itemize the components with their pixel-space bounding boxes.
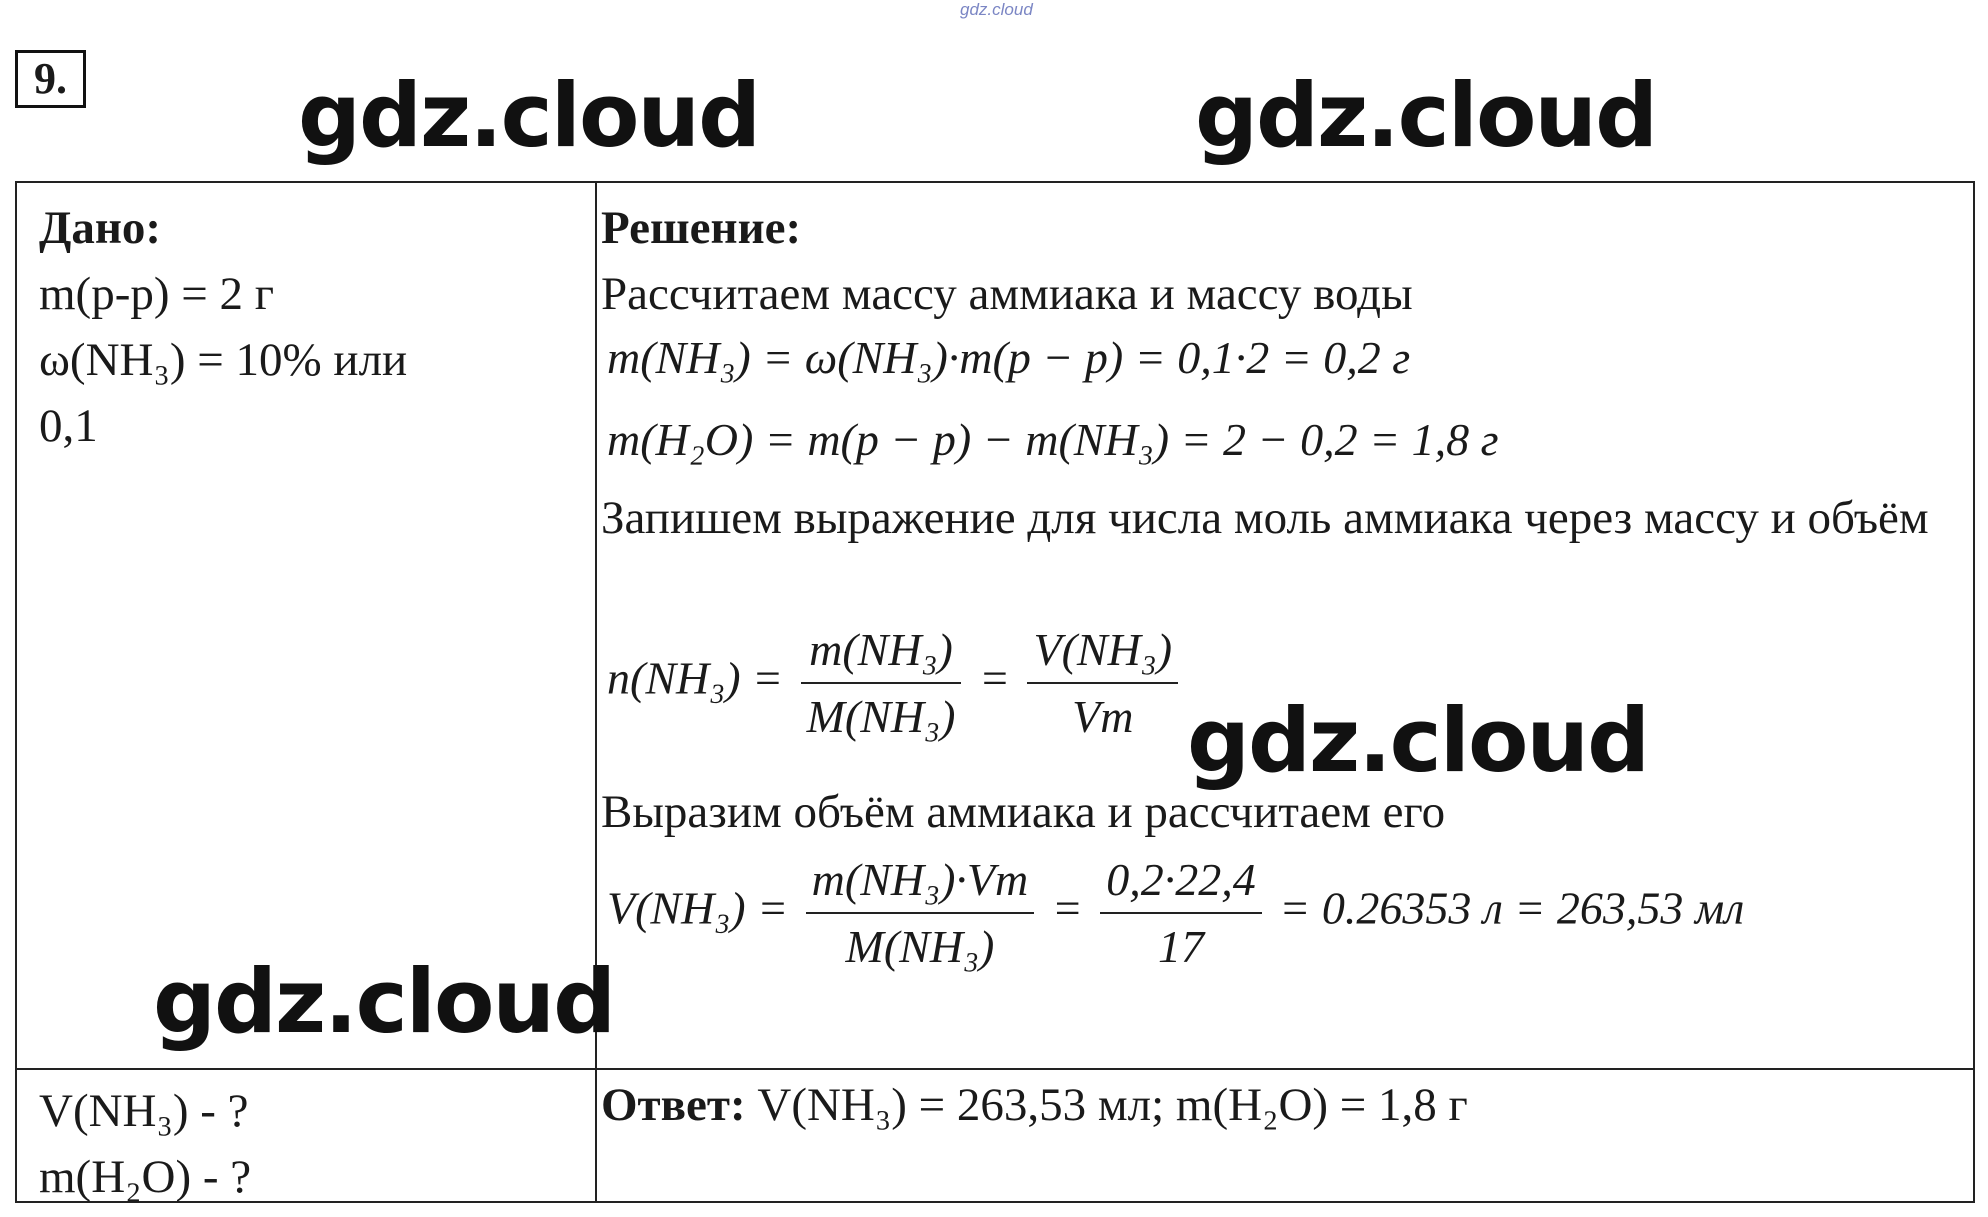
numerator: m(NH₃): [801, 623, 962, 684]
watermark: gdz.cloud: [1195, 64, 1657, 167]
fraction: [801, 623, 962, 743]
watermark: gdz.cloud: [153, 950, 615, 1053]
equals-sign: =: [1051, 882, 1083, 934]
numerator: V(NH₃): [1027, 623, 1178, 684]
given-line: 0,1: [39, 400, 98, 452]
row-divider: [17, 1068, 1973, 1070]
given-section: [39, 195, 579, 459]
watermark: gdz.cloud: [1187, 689, 1649, 792]
given-heading: Дано:: [39, 202, 162, 254]
answer-label: Ответ:: [601, 1079, 746, 1131]
given-line: ω(NH₃) = 10% или: [39, 334, 408, 386]
watermark: gdz.cloud: [298, 64, 760, 167]
fraction: [1100, 853, 1262, 973]
solution-text: Запишем выражение для числа моль аммиака через массу и объём: [601, 492, 1929, 544]
unknowns-section: [39, 1078, 251, 1210]
equation-volume: [607, 853, 1744, 973]
numerator: 0,2·22,4: [1100, 853, 1262, 914]
equation-moles: [607, 623, 1184, 743]
equation-mass-water: m(H₂O) = m(p − p) − m(NH₃) = 2 − 0,2 = 1,8 г: [607, 414, 1499, 465]
solution-text: Рассчитаем массу аммиака и массу воды: [601, 268, 1413, 320]
unknown-line: V(NH₃) - ?: [39, 1085, 249, 1137]
equals-sign: =: [978, 652, 1010, 704]
unknown-line: m(H₂O) - ?: [39, 1151, 252, 1203]
denominator: 17: [1158, 921, 1205, 972]
fraction: [1027, 623, 1178, 743]
site-mark: gdz.cloud: [960, 0, 1033, 19]
given-line: m(р-р) = 2 г: [39, 268, 275, 320]
fraction: [806, 853, 1035, 973]
numerator: m(NH₃)·Vm: [806, 853, 1035, 914]
equation-lhs: n(NH₃) =: [607, 652, 784, 704]
equation-lhs: V(NH₃) =: [607, 882, 789, 934]
equation-mass-ammonia: m(NH₃) = ω(NH₃)·m(p − p) = 0,1·2 = 0,2 г: [607, 332, 1411, 383]
equation-result: = 0.26353 л = 263,53 мл: [1279, 882, 1745, 934]
denominator: M(NH₃): [806, 691, 956, 742]
denominator: Vm: [1072, 691, 1134, 742]
denominator: M(NH₃): [845, 921, 995, 972]
solution-section: [601, 195, 1961, 327]
task-number: 9.: [15, 50, 86, 108]
solution-text: Выразим объём аммиака и рассчитаем его: [601, 786, 1446, 838]
answer-text: V(NH₃) = 263,53 мл; m(H₂O) = 1,8 г: [757, 1079, 1468, 1131]
solution-heading: Решение:: [601, 202, 802, 254]
answer: [601, 1078, 1468, 1132]
